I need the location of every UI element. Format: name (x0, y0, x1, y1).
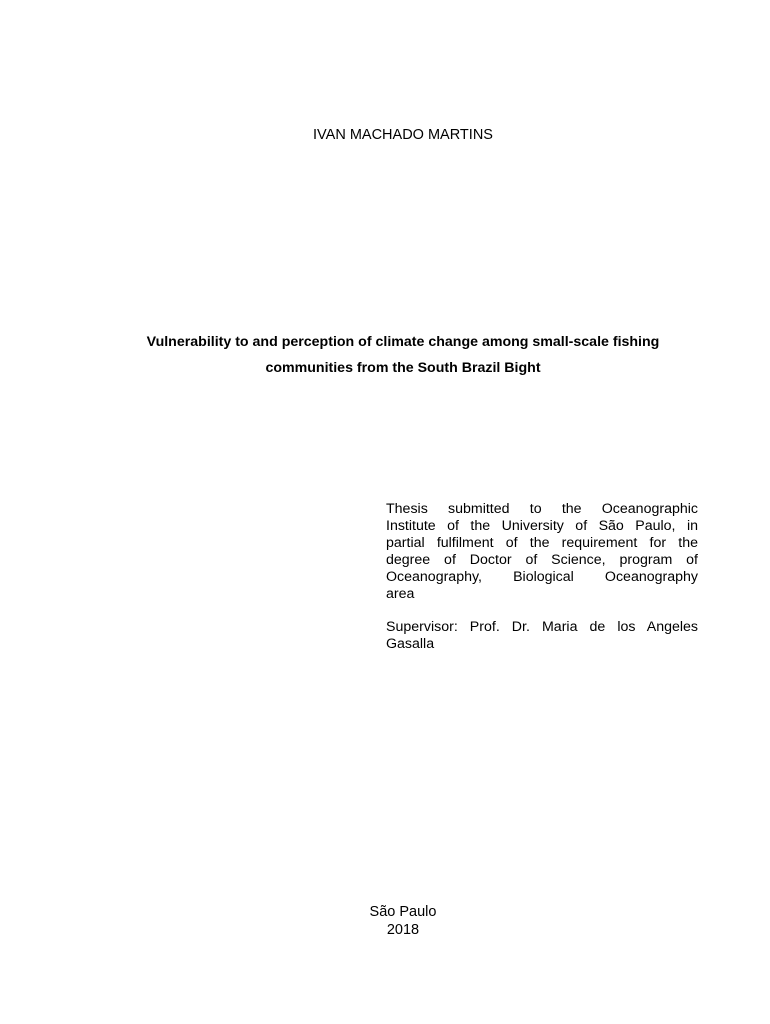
supervisor-line-2: Gasalla (386, 636, 435, 652)
publication-year: 2018 (386, 922, 420, 938)
submission-statement (386, 501, 698, 603)
thesis-title-line-2: communities from the South Brazil Bight (265, 360, 541, 376)
supervisor-line-1: Supervisor: Prof. Dr. Maria de los Angeles (386, 619, 698, 635)
submission-line: partial fulfilment of the requirement for the (386, 535, 698, 551)
submission-line: Thesis submitted to the Oceanographic (386, 501, 698, 517)
place-and-year (0, 903, 770, 939)
submission-line: Institute of the University of São Paulo, in (386, 518, 698, 534)
author-name: IVAN MACHADO MARTINS (313, 127, 493, 143)
submission-line: degree of Doctor of Science, program of (386, 552, 698, 568)
supervisor-statement (386, 619, 698, 653)
submission-line: area (386, 586, 415, 602)
place-name: São Paulo (369, 904, 437, 920)
thesis-title (100, 329, 706, 381)
thesis-title-line-1: Vulnerability to and perception of climate change among small-scale fishing (146, 334, 660, 350)
submission-line: Oceanography, Biological Oceanography (386, 569, 698, 585)
